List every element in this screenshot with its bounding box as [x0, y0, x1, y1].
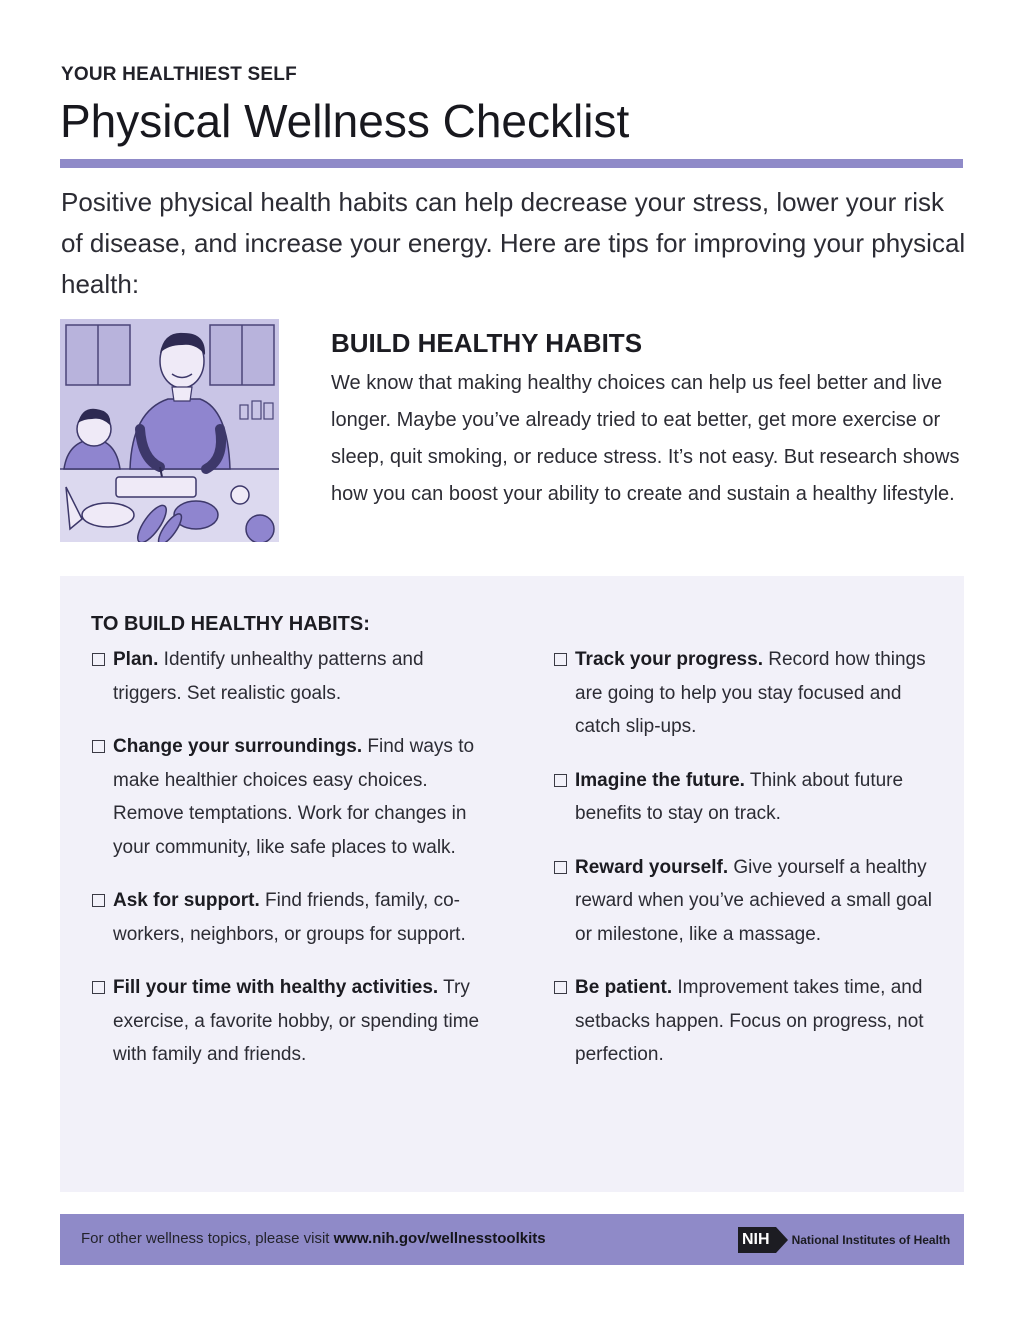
title-rule [60, 159, 963, 168]
checkbox-icon[interactable] [92, 981, 105, 994]
intro-paragraph: Positive physical health habits can help decrease your stress, lower your risk of disease, and increase your energy. Here are tips for improving your physical health: [61, 187, 966, 299]
item-text: Identify unhealthy patterns and triggers. Set realistic goals. [113, 649, 424, 704]
checklist-item [90, 730, 480, 864]
footer-prefix: For other wellness topics, please visit [81, 1230, 334, 1247]
cooking-illustration [60, 319, 279, 542]
nih-logo [738, 1227, 950, 1253]
checkbox-icon[interactable] [554, 861, 567, 874]
item-lead: Fill your time with healthy activities. [113, 977, 439, 998]
checklist-item [552, 764, 932, 831]
item-lead: Ask for support. [113, 890, 260, 911]
page-title: Physical Wellness Checklist [60, 95, 630, 147]
checkbox-icon[interactable] [92, 894, 105, 907]
item-lead: Plan. [113, 649, 159, 670]
eyebrow-label: YOUR HEALTHIEST SELF [61, 64, 297, 85]
item-lead: Be patient. [575, 977, 673, 998]
section-heading: BUILD HEALTHY HABITS [331, 328, 643, 358]
checkbox-icon[interactable] [92, 740, 105, 753]
checklist-left-column [90, 643, 480, 1092]
checklist-item [552, 643, 932, 744]
checklist-item [90, 643, 480, 710]
checkbox-icon[interactable] [554, 981, 567, 994]
item-lead: Reward yourself. [575, 856, 729, 878]
item-text: Record how things are going to help you stay focused and catch slip-ups. [575, 649, 926, 737]
item-text: Give yourself a healthy reward when you’ve achieved a small goal or milestone, like a massage. [575, 856, 932, 945]
checkbox-icon[interactable] [554, 774, 567, 787]
wellness-toolkits-link[interactable]: www.nih.gov/wellnesstoolkits [333, 1230, 546, 1247]
section-body: We know that making healthy choices can help us feel better and live longer. Maybe you’ve already tried to eat better, get more exercise or sleep, quit smoking, or reduce stress. It’s not easy. But research shows how you can boost your ability to create and sustain a healthy lifestyle. [331, 372, 960, 505]
item-lead: Track your progress. [575, 649, 763, 670]
checkbox-icon[interactable] [92, 653, 105, 666]
nih-logo-mark: NIH [738, 1227, 776, 1253]
item-text: Improvement takes time, and setbacks happen. Focus on progress, not perfection. [575, 977, 924, 1065]
checklist-item [552, 971, 932, 1072]
item-text: Try exercise, a favorite hobby, or spending time with family and friends. [113, 977, 480, 1065]
footer-bar [60, 1214, 964, 1265]
item-text: Think about future benefits to stay on track. [575, 769, 904, 824]
nih-logo-name: National Institutes of Health [791, 1233, 951, 1247]
checklist-item [90, 971, 480, 1072]
checklist-right-column [552, 643, 932, 1092]
item-text: Find ways to make healthier choices easy choices. Remove temptations. Work for changes in your community, like safe places to walk. [113, 736, 475, 858]
checklist-item [552, 851, 932, 952]
footer-text [81, 1230, 546, 1247]
item-lead: Change your surroundings. [113, 736, 363, 757]
checkbox-icon[interactable] [554, 653, 567, 666]
item-text: Find friends, family, co-workers, neighbors, or groups for support. [113, 890, 466, 945]
item-lead: Imagine the future. [575, 769, 745, 791]
checklist-heading: TO BUILD HEALTHY HABITS: [91, 613, 370, 635]
checklist-item [90, 884, 480, 951]
